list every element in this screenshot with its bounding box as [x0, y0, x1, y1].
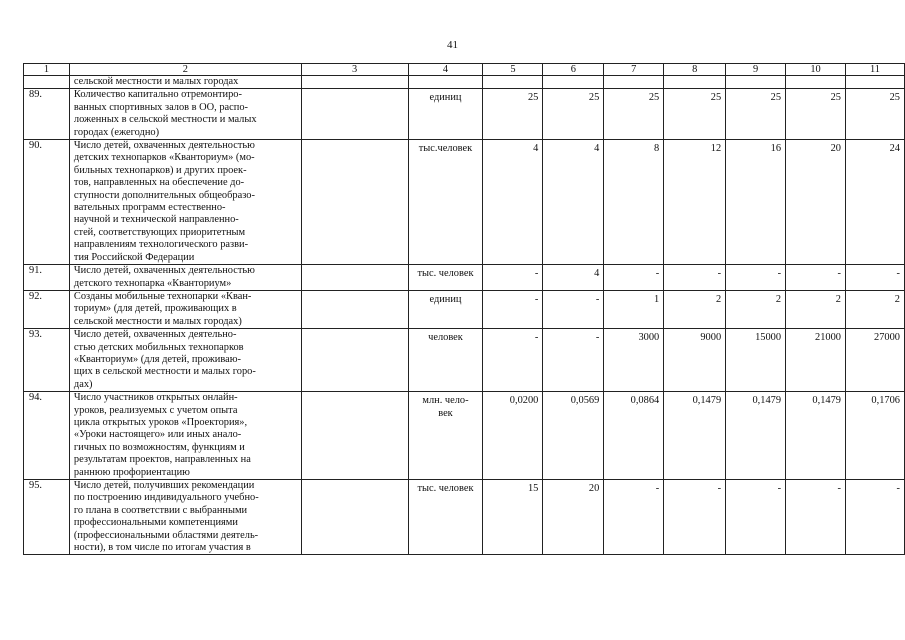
empty-cell — [301, 89, 408, 140]
indicator-name-line: вательных программ естественно- — [73, 202, 226, 214]
indicator-name — [69, 140, 301, 265]
value-cell: 25 — [483, 89, 543, 140]
row-number: 91. — [24, 265, 70, 291]
unit-cell: единиц — [408, 290, 483, 328]
empty-cell — [483, 76, 543, 89]
value-cell: 9000 — [664, 329, 726, 392]
value-cell: - — [786, 480, 846, 555]
empty-cell — [301, 140, 408, 265]
value-cell: - — [845, 480, 904, 555]
value-cell: - — [483, 329, 543, 392]
value-cell: - — [726, 265, 786, 291]
indicator-name-line: (профессиональными областями деятель- — [73, 529, 259, 541]
value-cell: 27000 — [845, 329, 904, 392]
value-cell: - — [664, 265, 726, 291]
value-cell: - — [604, 480, 664, 555]
column-header: 6 — [543, 64, 604, 76]
indicator-name-line: Число детей, охваченных деятельностью — [73, 140, 255, 152]
unit-cell: тыс. человек — [408, 480, 483, 555]
value-cell: - — [845, 265, 904, 291]
indicator-name-line: Число детей, получивших рекомендации — [73, 480, 255, 491]
value-cell: 25 — [604, 89, 664, 140]
column-header: 9 — [726, 64, 786, 76]
value-cell: 16 — [726, 140, 786, 265]
column-header: 10 — [786, 64, 846, 76]
indicator-name-line: ториум» (для детей, проживающих в — [73, 303, 237, 315]
empty-cell — [543, 76, 604, 89]
value-cell: - — [664, 480, 726, 555]
value-cell: 15 — [483, 480, 543, 555]
indicator-name — [69, 265, 301, 291]
value-cell: - — [543, 329, 604, 392]
indicator-name-line: результатам проектов, направленных на — [73, 454, 251, 466]
table-row — [24, 480, 905, 555]
empty-cell — [301, 329, 408, 392]
indicator-name-line: детских технопарков «Кванториум» (мо- — [73, 152, 255, 164]
indicator-name-line: направлениям технологического разви- — [73, 239, 249, 251]
continuation-row — [24, 76, 905, 89]
value-cell: - — [543, 290, 604, 328]
value-cell: 0,0569 — [543, 392, 604, 480]
value-cell: 0,1479 — [726, 392, 786, 480]
unit-cell: тыс. человек — [408, 265, 483, 291]
indicator-name-line: стей, соответствующих приоритетным — [73, 226, 246, 238]
indicator-name-line: тов, направленных на обеспечение до- — [73, 177, 245, 189]
unit-cell: тыс.человек — [408, 140, 483, 265]
column-header: 7 — [604, 64, 664, 76]
header-row — [24, 64, 905, 76]
page-number: 41 — [447, 39, 458, 51]
empty-cell — [664, 76, 726, 89]
unit-line: век — [438, 407, 453, 419]
indicator-name — [69, 290, 301, 328]
unit-cell: человек — [408, 329, 483, 392]
value-cell: 20 — [786, 140, 846, 265]
value-cell: 4 — [543, 140, 604, 265]
indicator-name-line: профессиональными компетенциями — [73, 517, 238, 529]
empty-cell — [301, 76, 408, 89]
indicator-name-line: Созданы мобильные технопарки «Кван- — [73, 290, 252, 302]
table-row — [24, 392, 905, 480]
value-cell: - — [786, 265, 846, 291]
value-cell: 24 — [845, 140, 904, 265]
value-cell: 2 — [726, 290, 786, 328]
table-row — [24, 290, 905, 328]
row-number: 89. — [24, 89, 70, 140]
indicator-name-line: щих в сельской местности и малых горо- — [73, 366, 256, 378]
empty-cell — [301, 265, 408, 291]
unit-cell: единиц — [408, 89, 483, 140]
value-cell: 1 — [604, 290, 664, 328]
indicator-name-line: детского технопарка «Кванториум» — [73, 277, 232, 289]
column-header: 1 — [24, 64, 70, 76]
indicator-name — [69, 392, 301, 480]
row-number: 95. — [24, 480, 70, 555]
row-number: 93. — [24, 329, 70, 392]
value-cell: 25 — [543, 89, 604, 140]
indicator-name-line: Число участников открытых онлайн- — [73, 392, 238, 404]
indicators-table — [23, 63, 905, 555]
unit-cell — [408, 392, 483, 480]
empty-cell — [726, 76, 786, 89]
indicator-name-line: ступности дополнительных общеобразо- — [73, 189, 255, 201]
value-cell: 4 — [483, 140, 543, 265]
indicator-name-line: научной и технической направленно- — [73, 214, 239, 226]
indicator-name-line: сельской местности и малых городах) — [73, 315, 242, 327]
row-number: 94. — [24, 392, 70, 480]
empty-cell — [845, 76, 904, 89]
row-number: 90. — [24, 140, 70, 265]
indicator-name-line: Число детей, охваченных деятельно- — [73, 329, 237, 341]
row-number-cell — [24, 76, 70, 89]
indicator-name-line: раннюю профориентацию — [73, 466, 190, 478]
indicator-name-line: го плана в соответствии с выбранными — [73, 504, 248, 516]
indicator-name-line: «Кванториум» (для детей, проживаю- — [73, 353, 241, 365]
column-header: 4 — [408, 64, 483, 76]
indicator-name — [69, 480, 301, 555]
indicator-name-line: цикла открытых уроков «Проектория», — [73, 416, 248, 428]
empty-cell — [604, 76, 664, 89]
empty-cell — [408, 76, 483, 89]
value-cell: 2 — [664, 290, 726, 328]
indicator-name-line: тия Российской Федерации — [73, 251, 195, 263]
column-header: 5 — [483, 64, 543, 76]
indicator-name-line: городах (ежегодно) — [73, 126, 160, 138]
row-number: 92. — [24, 290, 70, 328]
table-row — [24, 140, 905, 265]
value-cell: 25 — [845, 89, 904, 140]
value-cell: - — [483, 265, 543, 291]
empty-cell — [301, 392, 408, 480]
indicator-name-line: дах) — [73, 378, 93, 390]
column-header: 3 — [301, 64, 408, 76]
column-header: 2 — [69, 64, 301, 76]
value-cell: 3000 — [604, 329, 664, 392]
indicator-name-line: по построению индивидуального учебно- — [73, 492, 259, 504]
value-cell: 0,1479 — [786, 392, 846, 480]
table-row — [24, 329, 905, 392]
value-cell: 0,1479 — [664, 392, 726, 480]
indicator-name-line: ванных спортивных залов в ОО, распо- — [73, 101, 249, 113]
value-cell: 4 — [543, 265, 604, 291]
indicator-name-line: уроков, реализуемых с учетом опыта — [73, 404, 238, 416]
value-cell: 25 — [786, 89, 846, 140]
empty-cell — [301, 480, 408, 555]
column-header: 11 — [845, 64, 904, 76]
table-row — [24, 265, 905, 291]
value-cell: 2 — [786, 290, 846, 328]
indicator-name — [69, 329, 301, 392]
value-cell: 12 — [664, 140, 726, 265]
indicator-name-line: ности), в том числе по итогам участия в — [73, 542, 251, 554]
indicator-name-line: бильных технопарков) и других проек- — [73, 164, 247, 176]
value-cell: 21000 — [786, 329, 846, 392]
indicator-name-line: стью детских мобильных технопарков — [73, 341, 244, 353]
indicator-name-line: гичных по возможностям, функциям и — [73, 441, 245, 453]
value-cell: 0,0864 — [604, 392, 664, 480]
empty-cell — [786, 76, 846, 89]
value-cell: 15000 — [726, 329, 786, 392]
value-cell: - — [604, 265, 664, 291]
value-cell: 2 — [845, 290, 904, 328]
unit-line: млн. чело- — [422, 395, 469, 407]
indicator-name-line: ложенных в сельской местности и малых — [73, 114, 257, 126]
table-row — [24, 89, 905, 140]
indicator-name: сельской местности и малых городах — [69, 76, 301, 89]
value-cell: 0,0200 — [483, 392, 543, 480]
indicator-name-line: Количество капитально отремонтиро- — [73, 89, 242, 101]
indicator-name — [69, 89, 301, 140]
table-body — [24, 64, 905, 555]
value-cell: 20 — [543, 480, 604, 555]
value-cell: 0,1706 — [845, 392, 904, 480]
value-cell: 25 — [726, 89, 786, 140]
column-header: 8 — [664, 64, 726, 76]
value-cell: 25 — [664, 89, 726, 140]
value-cell: - — [483, 290, 543, 328]
indicator-name-line: Число детей, охваченных деятельностью — [73, 265, 255, 277]
value-cell: 8 — [604, 140, 664, 265]
value-cell: - — [726, 480, 786, 555]
empty-cell — [301, 290, 408, 328]
indicator-name-line: «Уроки настоящего» или иных анало- — [73, 429, 242, 441]
